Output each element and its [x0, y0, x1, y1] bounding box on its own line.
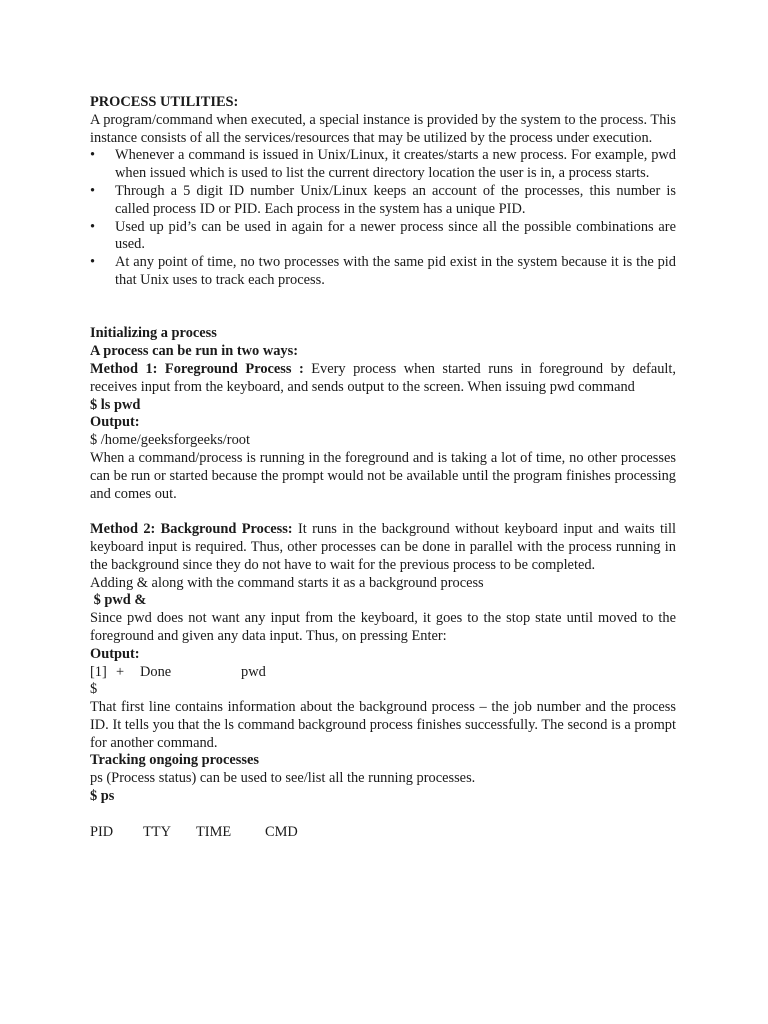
method2-output-line: [90, 664, 676, 682]
ps-column-tty: TTY: [143, 823, 171, 840]
bullet-icon: •: [90, 147, 96, 164]
method2-output-label: Output:: [90, 645, 140, 662]
bullet-icon: •: [90, 254, 96, 271]
tracking-text: ps (Process status) can be used to see/list all the running processes.: [90, 770, 476, 787]
method2-command: $ pwd &: [90, 592, 147, 609]
list-item: [90, 183, 676, 219]
spacer: [90, 503, 676, 521]
method1-output-label: Output:: [90, 414, 140, 431]
method1-paragraph: [90, 361, 676, 397]
ps-column-cmd: CMD: [265, 823, 298, 840]
bullet-icon: •: [90, 182, 96, 199]
ps-column-pid: PID: [90, 823, 114, 840]
section-heading: PROCESS UTILITIES:: [90, 94, 239, 110]
job-plus: +: [116, 663, 125, 680]
method2-since: Since pwd does not want any input from the keyboard, it goes to the stop state until moved to the foreground and given any data input. Thus, on pressing Enter:: [90, 610, 676, 644]
list-item: [90, 147, 676, 183]
intro-paragraph: A program/command when executed, a special instance is provided by the system to the process. This instance consists of all the services/resources that may be utilized by the process under execution.: [90, 111, 677, 146]
job-status: Done: [140, 663, 172, 680]
list-item-text: Whenever a command is issued in Unix/Linux, it creates/starts a new process. For example, pwd when issued which is used to list the current directory location the user is in, a process starts.: [115, 147, 676, 182]
bullet-list: [90, 147, 676, 289]
ways-heading: A process can be run in two ways:: [90, 343, 299, 360]
method2-output-prompt: $: [90, 681, 98, 698]
list-item-text: At any point of time, no two processes with the same pid exist in the system because it is the pid that Unix uses to track each process.: [115, 254, 676, 288]
method2-text: It runs in the background without keyboard input and waits till keyboard input is required. Thus, other processes can be done in parallel with the process running in the background since they do not have to wait for the previous process to be completed.: [90, 521, 676, 573]
method2-label: Method 2: Background Process:: [90, 521, 293, 538]
tracking-heading: Tracking ongoing processes: [90, 752, 259, 769]
list-item: [90, 219, 676, 255]
method2-explanation: That first line contains information about the background process – the job number and the process ID. It tells you that the ls command background process finishes successfully. The second is a prompt for another command.: [90, 699, 676, 751]
job-number: [1]: [90, 663, 107, 680]
list-item: [90, 254, 676, 290]
job-command: pwd: [241, 663, 266, 680]
method1-output-value: $ /home/geeksforgeeks/root: [90, 432, 250, 449]
method1-text: Every process when started runs in foreground by default, receives input from the keyboard, and sends output to the screen. When issuing pwd command: [90, 360, 676, 395]
ps-header-row: [90, 824, 676, 842]
document-body: [90, 94, 676, 841]
list-item-text: Used up pid’s can be used in again for a newer process since all the possible combinations are used.: [115, 218, 676, 253]
spacer: [90, 290, 676, 326]
init-heading: Initializing a process: [90, 325, 217, 342]
bullet-icon: •: [90, 218, 96, 235]
method1-explanation: When a command/process is running in the foreground and is taking a lot of time, no other processes can be run or started because the prompt would not be available until the program finishes processing and comes out.: [90, 449, 676, 502]
tracking-command: $ ps: [90, 788, 115, 805]
spacer: [90, 806, 676, 824]
ps-column-time: TIME: [196, 823, 232, 840]
method2-adding: Adding & along with the command starts it as a background process: [90, 574, 484, 591]
method2-paragraph: [90, 521, 676, 574]
method1-command: $ ls pwd: [90, 396, 141, 413]
method1-label: Method 1: Foreground Process :: [90, 360, 304, 377]
list-item-text: Through a 5 digit ID number Unix/Linux keeps an account of the processes, this number is called process ID or PID. Each process in the system has a unique PID.: [115, 182, 676, 217]
